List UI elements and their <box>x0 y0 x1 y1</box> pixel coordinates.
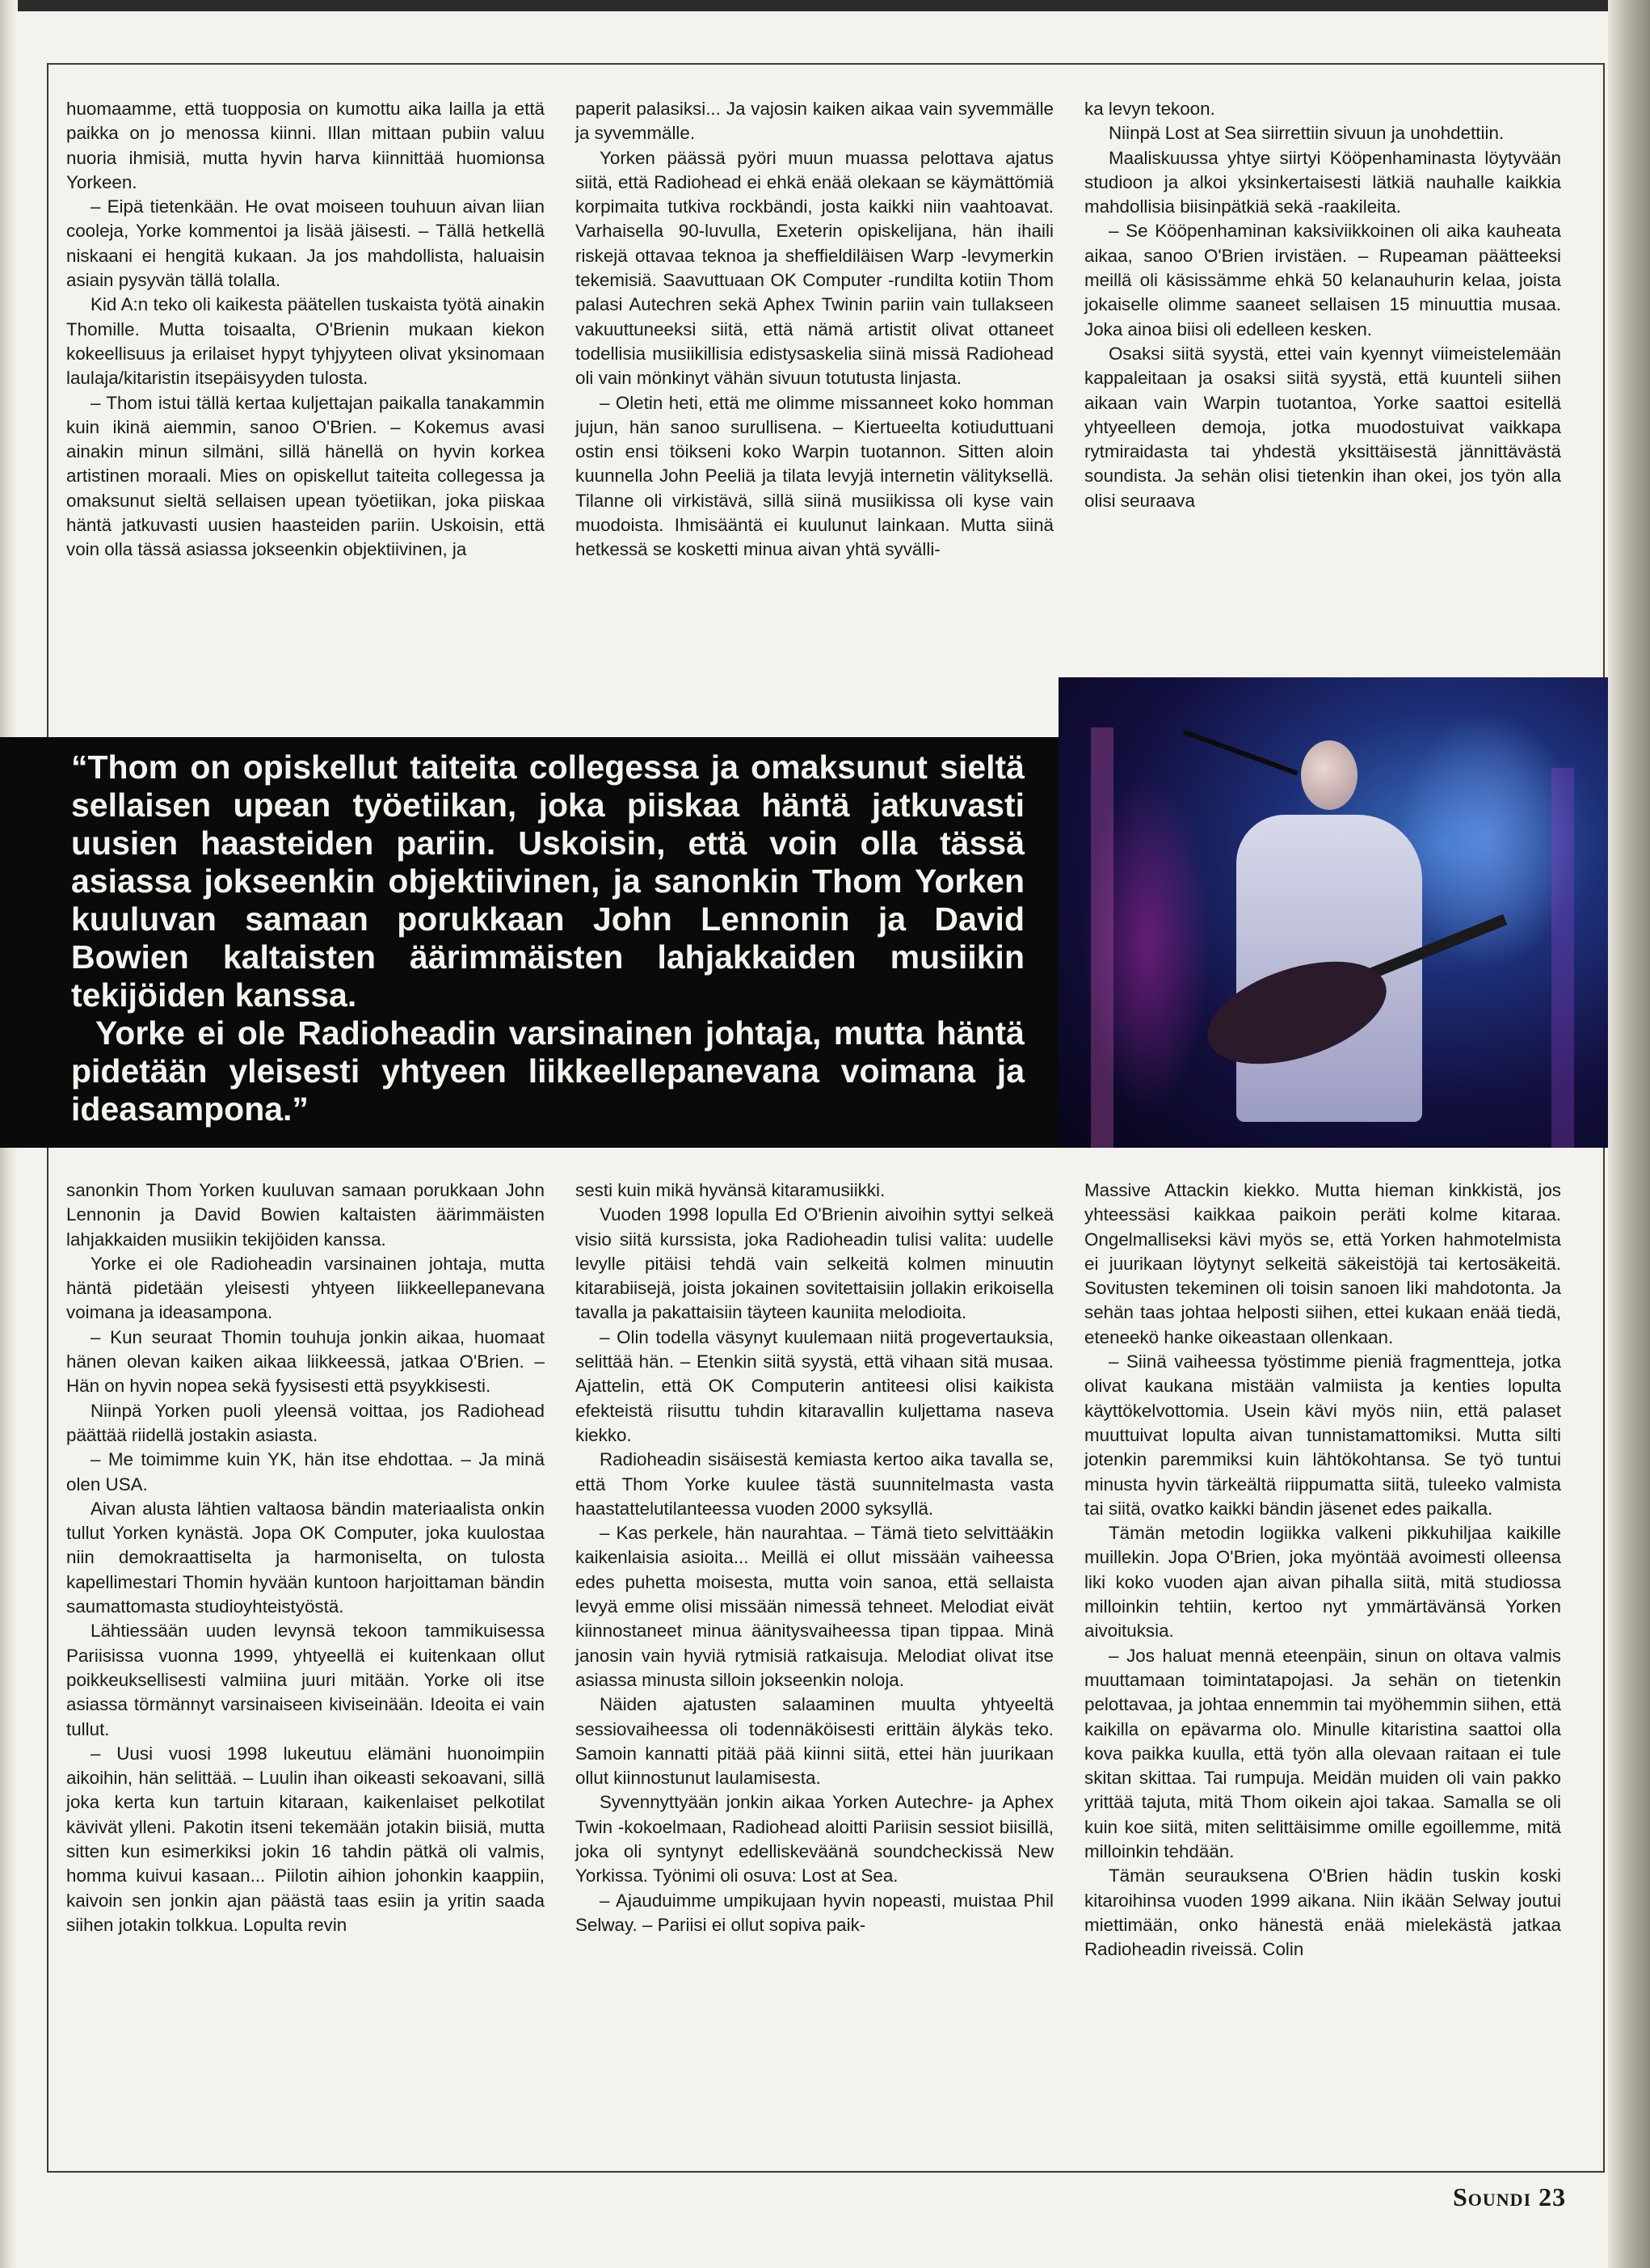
paragraph: – Eipä tietenkään. He ovat moiseen touhuun aivan liian cooleja, Yorke kommentoi ja lisää jäisesti. – Tällä hetkellä niskaani ei hengitä kukaan. Ja jos mahdollista, haluaisin asiain pysyvän tällä tolalla. <box>66 196 545 291</box>
paragraph: – Kun seuraat Thomin touhuja jonkin aikaa, huomaat hänen olevan kaiken aikaa liikkeessä, jatkaa O'Brien. – Hän on hyvin nopea sekä fyysisesti että psyykkisesti. <box>66 1326 545 1397</box>
paragraph: Syvennyttyään jonkin aikaa Yorken Autechre- ja Aphex Twin -kokoelmaan, Radiohead aloitti Pariisin sessiot biisillä, joka oli syntynyt edelliskeväänä soundcheckissä New Yorkissa. Työnimi oli osuva: Lost at Sea. <box>575 1792 1054 1886</box>
paragraph: – Kas perkele, hän naurahtaa. – Tämä tieto selvittääkin kaikenlaisia asioita... Meillä ei ollut missään vaiheessa edes puhetta moisesta, mutta voin sanoa, että sellaista levyä emme olisi missään nimessä tehneet. Melodiat eivät kiinnostaneet minua äänitysvaiheessa tipan tippaa. Minä janosin vain hyviä rytmisiä ratkaisuja. Melodiat olivat itse asiassa minusta silloin jokseenkin noloja. <box>575 1523 1054 1690</box>
pull-quote-paragraph-2: Yorke ei ole Radioheadin varsinainen johtaja, mutta häntä pidetään yleisesti yhtyeen liikkeellepanevana voimana ja ideasampona.” <box>71 1014 1025 1128</box>
paragraph: Yorke ei ole Radioheadin varsinainen johtaja, mutta häntä pidetään yleisesti yhtyeen liikkeellepanevana voimana ja ideasampona. <box>66 1253 545 1323</box>
pull-quote <box>71 748 1025 1128</box>
paragraph: Aivan alusta lähtien valtaosa bändin materiaalista onkin tullut Yorken kynästä. Jopa OK Computer, joka kuulostaa niin demokraattiselta ja harmoniselta, on tulosta kapellimestari Thomin hyvään kuntoon harjoittaman bändin saumattomasta studioyhteistyöstä. <box>66 1498 545 1617</box>
paragraph: Kid A:n teko oli kaikesta päätellen tuskaista työtä ainakin Thomille. Mutta toisaalta, O'Brienin mukaan kiekon kokeellisuus ja erilaiset hypyt tyhjyyteen olivat yksinomaan laulaja/kitaristin itsepäisyyden tulosta. <box>66 294 545 389</box>
paragraph: ka levyn tekoon. <box>1084 99 1215 119</box>
magazine-name: Soundi <box>1453 2182 1532 2211</box>
page-top-edge <box>0 0 1650 11</box>
paragraph: Massive Attackin kiekko. Mutta hieman kinkkistä, jos yhteessäsi kaikkaa paikoin peräti kolme kitaraa. Ongelmalliseksi kävi myös se, että Yorken hahmotelmista ei juurikaan löytynyt selkeitä säkeistöjä tai kertosäkeitä. Sovitusten tekeminen oli toisin sanoen liki mahdotonta. Ja sehän taas johtaa helposti siihen, ettei kukaan enää tiedä, eteneekö hanke oikeastaan ollenkaan. <box>1084 1180 1561 1347</box>
paragraph: paperit palasiksi... Ja vajosin kaiken aikaa vain syvemmälle ja syvemmälle. <box>575 99 1054 144</box>
article-column-3-top <box>1084 97 1561 513</box>
paragraph: sesti kuin mikä hyvänsä kitaramusiikki. <box>575 1180 886 1200</box>
paragraph: – Se Kööpenhaminan kaksiviikkoinen oli aika kauheata aikaa, sanoo O'Brien irvistäen. – Rupeaman päätteeksi meillä oli käsissämme ehkä 50 kelanauhurin kelaa, joista jokaiselle olimme saaneet sellaisen 15 minuuttia musaa. Joka ainoa biisi oli edelleen kesken. <box>1084 221 1561 339</box>
page-number: 23 <box>1538 2182 1567 2211</box>
article-column-2-bottom <box>575 1178 1054 1937</box>
paragraph: Yorken päässä pyöri muun muassa pelottava ajatus siitä, että Radiohead ei ehkä enää olekaan se käymättömiä korpimaita tutkiva rockbändi, josta kaikki niin vaahtoavat. Varhaisella 90-luvulla, Exeterin opiskelijana, hän ihaili riskejä ottavaa teknoa ja sheffieldiläisen Warp -levymerkin tekemisiä. Saavuttuaan OK Computer -rundilta kotiin Thom palasi Autechren sekä Aphex Twinin pariin vain tullakseen vakuuttuneeksi siitä, että nämä artistit olivat ottaneet todellisia musiikillisia edistysaskelia siinä missä Radiohead oli vain mönkinyt vähän sivuun totutusta linjasta. <box>575 147 1054 389</box>
article-column-1-bottom <box>66 1178 545 1937</box>
paragraph: Vuoden 1998 lopulla Ed O'Brienin aivoihin syttyi selkeä visio siitä kurssista, joka Radioheadin tulisi valita: uudelle levylle pitäisi tehdä vain selkeitä kolmen minuutin kitarabiisejä, joista jokainen sovitettaisiin jollakin erikoisella tavalla ja pakattaisiin täyteen kauniita melodioita. <box>575 1204 1054 1323</box>
paragraph: – Olin todella väsynyt kuulemaan niitä progevertauksia, selittää hän. – Etenkin siitä syystä, että vihaan sitä musaa. Ajattelin, että OK Computerin antiteesi olisi kaikista efekteistä riisuttu tuhdin kitaravallin kuljettama naseva kiekko. <box>575 1326 1054 1445</box>
paragraph: Lähtiessään uuden levynsä tekoon tammikuisessa Pariisissa vuonna 1999, yhtyeellä ei kuitenkaan ollut poikkeuksellisesti valmiina juuri mitään. Yorke oli itse asiassa törmännyt varsinaiseen kiviseinään. Ideoita ei vain tullut. <box>66 1621 545 1739</box>
paragraph: – Siinä vaiheessa työstimme pieniä fragmentteja, jotka olivat kaukana mistään valmiista ja kenties lopulta käyttökelvottomia. Usein kävi myös niin, että palaset muuttuivat lopulta aivan tunnistamattomiksi. Mutta silti jotenkin paremmiksi kuin lähtökohtansa. Se työ tuntui minusta hyvin tärkeältä riippumatta siitä, tuleeko valmista tai siitä, ovatko kaikki bändin jäsenet edes paikalla. <box>1084 1351 1561 1519</box>
concert-photo <box>1059 677 1608 1148</box>
paragraph: – Me toimimme kuin YK, hän itse ehdottaa. – Ja minä olen USA. <box>66 1449 545 1494</box>
paragraph: Näiden ajatusten salaaminen muulta yhtyeeltä sessiovaiheessa oli todennäköisesti erittäin älykäs teko. Samoin kannatti pitää pää kiinni siitä, ettei hän juurikaan ollut kiinnostunut laulamisesta. <box>575 1694 1054 1789</box>
paragraph: Tämän seurauksena O'Brien hädin tuskin koski kitaroihinsa vuoden 1999 aikana. Niin ikään Selway joutui miettimään, onko hänestä enää mielekästä jatkaa Radioheadin riveissä. Colin <box>1084 1865 1561 1960</box>
article-column-1-top <box>66 97 545 563</box>
paragraph: – Jos haluat mennä eteenpäin, sinun on oltava valmis muuttamaan toimintatapojasi. Ja sehän on tietenkin pelottavaa, ja johtaa ennemmin tai myöhemmin siihen, että kaikilla on epävarma olo. Minulle kitaristina saattoi olla kova paikka kuulla, että työn alla olevaan raitaan ei tule skitan skittaa. Tai rumpuja. Meidän muiden oli vain pakko yrittää tajuta, mitä Thom oikein ajoi takaa. Samalla se oli kuin koe siitä, miten selittäisimme omille egoillemme, mitä milloinkin tehdään. <box>1084 1645 1561 1862</box>
paragraph: Niinpä Lost at Sea siirrettiin sivuun ja unohdettiin. <box>1109 123 1505 144</box>
paragraph: Radioheadin sisäisestä kemiasta kertoo aika tavalla se, että Thom Yorke kuulee tästä suunnitelmasta vasta haastattelutilanteessa vuoden 2000 syksyllä. <box>575 1449 1054 1519</box>
paragraph: – Thom istui tällä kertaa kuljettajan paikalla tanakammin kuin ikinä aiemmin, sanoo O'Brien. – Kokemus avasi ainakin minun silmäni, sillä hänellä on hyvin korkea artistinen moraali. Mies on opiskellut taiteita collegessa ja omaksunut sieltä sellaisen upean työetiikan, joka piiskaa häntä jatkuvasti uusien haasteiden pariin. Uskoisin, että voin olla tässä asiassa jokseenkin objektiivinen, ja <box>66 392 545 560</box>
paragraph: – Oletin heti, että me olimme missanneet koko homman jujun, hän sanoo surullisena. – Kiertueelta kotiuduttuani ostin ensi töikseni koko Warpin tuotannon. Sitten aloin kuunnella John Peeliä ja tilata levyjä internetin välityksellä. Tilanne oli virkistävä, sillä siinä musiikissa oli kyse vain muodoista. Ihmisääntä ei kuulunut lainkaan. Mutta siinä hetkessä se kosketti minua aivan yhtä syvälli- <box>575 392 1054 560</box>
paragraph: – Uusi vuosi 1998 lukeutuu elämäni huonoimpiin aikoihin, hän selittää. – Luulin ihan oikeasti sekoavani, sillä joka kerta kun tartuin kitaraan, kaikenlaiset pelkotilat kävivät ylleni. Pakotin itseni tekemään jotakin biisiä, mutta sitten kun esimerkiksi jokin 16 tahdin pätkä oli valmis, homma kuivui kasaan... Piilotin aihion johonkin kaappiin, kaivoin sen jonkin ajan päästä taas esiin ja yritin saada siihen jotakin tolkkua. Lopulta revin <box>66 1743 545 1935</box>
paragraph: sanonkin Thom Yorken kuuluvan samaan porukkaan John Lennonin ja David Bowien kaltaisten äärimmäisten lahjakkaiden musiikin tekijöiden kanssa. <box>66 1180 545 1250</box>
paragraph: Tämän metodin logiikka valkeni pikkuhiljaa kaikille muillekin. Jopa O'Brien, joka myöntää avoimesti olleensa liki koko vuoden ajan aivan pihalla siitä, mitä studiossa milloinkin tehtiin, kertoo nyt ymmärtävänsä Yorken aivoituksia. <box>1084 1523 1561 1642</box>
paragraph: – Ajauduimme umpikujaan hyvin nopeasti, muistaa Phil Selway. – Pariisi ei ollut sopiva paik- <box>575 1890 1054 1935</box>
article-column-3-bottom <box>1084 1178 1561 1962</box>
pull-quote-paragraph-1: “Thom on opiskellut taiteita collegessa ja omaksunut sieltä sellaisen upean työetiikan, joka piiskaa häntä jatkuvasti uusien haasteiden pariin. Uskoisin, että voin olla tässä asiassa jokseenkin objektiivinen, ja sanonkin Thom Yorken kuuluvan samaan porukkaan John Lennonin ja David Bowien kaltaisten äärimmäisten lahjakkaiden musiikin tekijöiden kanssa. <box>71 748 1025 1014</box>
paragraph: huomaamme, että tuopposia on kumottu aika lailla ja että paikka on jo menossa kiinni. Illan mittaan pubiin valuu nuoria ihmisiä, mutta hyvin harva kiinnittää huomionsa Yorkeen. <box>66 99 545 192</box>
page-edge-shadow <box>1608 0 1650 2268</box>
paragraph: Maaliskuussa yhtye siirtyi Kööpenhaminasta löytyvään studioon ja alkoi yksinkertaisesti lätkiä nauhalle kaikkia mahdollisia biisinpätkiä sekä -raakileita. <box>1084 147 1561 217</box>
page-footer <box>1453 2182 1566 2212</box>
paragraph: Niinpä Yorken puoli yleensä voittaa, jos Radiohead päättää riidellä jostakin asiasta. <box>66 1400 545 1445</box>
article-column-2-top <box>575 97 1054 563</box>
paragraph: Osaksi siitä syystä, ettei vain kyennyt viimeistelemään kappaleitaan ja osaksi siitä syystä, että kuunteli siihen aikaan vain Warpin tuotantoa, Yorke saattoi esitellä yhtyeelleen demoja, jotka muodostuivat vaikkapa rytmiraidasta tai yhdestä yksittäisestä jännittävästä soundista. Ja sehän olisi tietenkin ihan okei, jos työn alla olisi seuraava <box>1084 343 1561 511</box>
